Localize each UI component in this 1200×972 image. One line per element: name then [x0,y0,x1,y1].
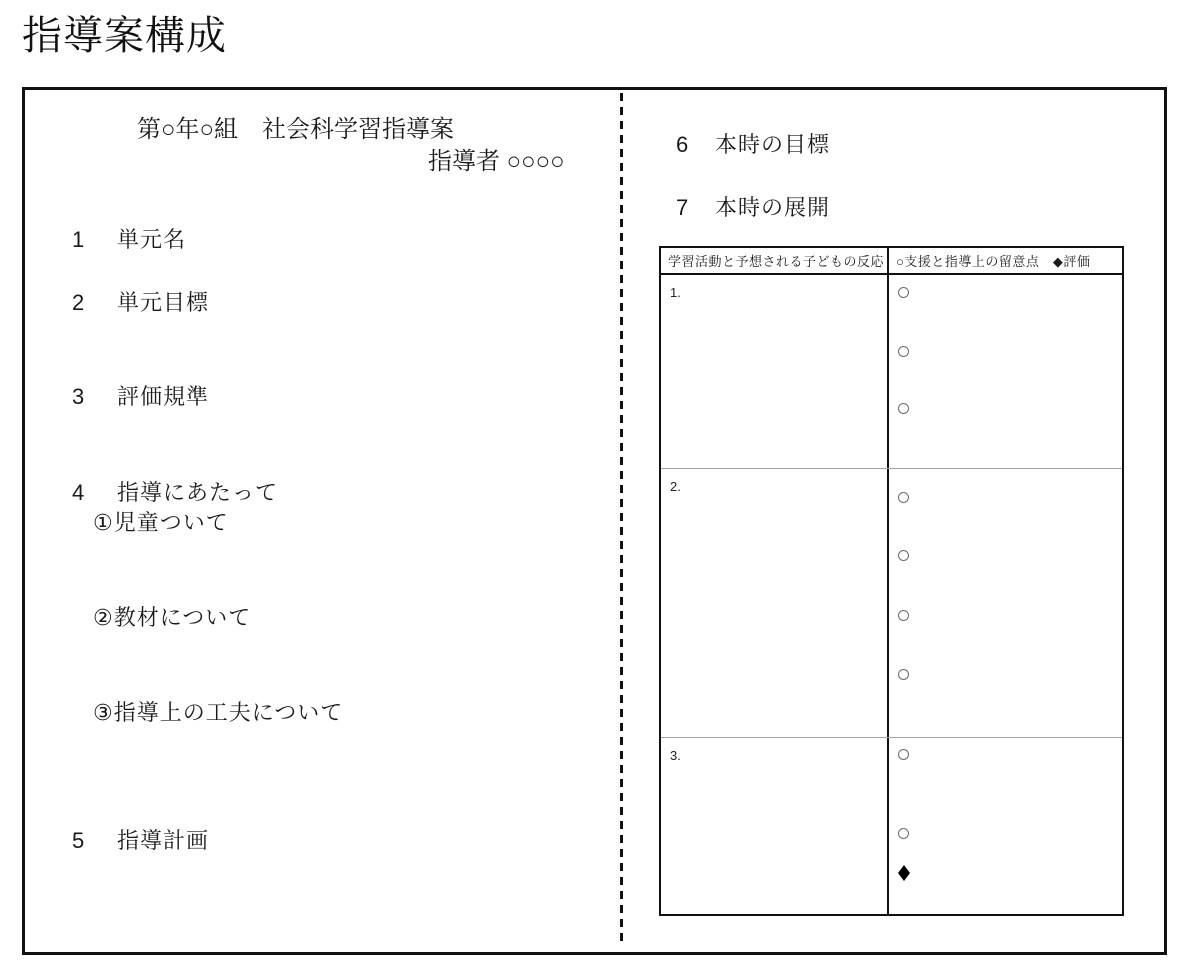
section-number: 4 [72,480,86,505]
section-number: 5 [72,828,86,853]
support-cell-2 [889,469,1122,737]
support-cell-1 [889,275,1122,468]
section-label: 本時の目標 [715,132,831,157]
section-number: 7 [676,195,690,220]
support-point-circle-icon [898,669,909,680]
section-item-instruction-plan [72,824,209,855]
section-item-lesson-goals [676,128,830,159]
section-number: 3 [72,384,86,409]
activity-number: 3. [670,748,681,763]
subsection-about-teaching-devices: ③指導上の工夫について [93,700,344,725]
table-header-support-evaluation: ○支援と指導上の留意点 ◆評価 [896,254,1091,269]
doc-title: 第○年○組 社会科学習指導案 [137,116,454,143]
support-point-circle-icon [898,492,909,503]
lesson-development-table [659,246,1124,916]
activity-cell-2 [661,469,889,737]
support-point-circle-icon [898,610,909,621]
activity-number: 2. [670,479,681,494]
section-label: 評価規準 [117,384,210,409]
subsection-about-children: ①児童ついて [93,510,229,535]
support-cell-3 [889,738,1122,914]
section-label: 指導にあたって [117,480,279,505]
support-point-circle-icon [898,828,909,839]
page-title: 指導案構成 [22,14,227,58]
section-label: 指導計画 [117,828,210,853]
section-number: 1 [72,227,86,252]
subsection-about-materials: ②教材について [93,605,252,630]
activity-cell-3 [661,738,889,914]
support-point-circle-icon [898,550,909,561]
section-item-evaluation-criteria [72,380,209,411]
section-item-lesson-development [676,191,830,222]
table-header-row [661,248,1122,275]
section-number: 2 [72,290,86,315]
section-item-unit-name [72,223,186,254]
section-label: 単元名 [117,227,187,252]
table-row-1 [661,275,1122,468]
section-label: 単元目標 [117,290,210,315]
table-header-activities: 学習活動と予想される子どもの反応 [661,248,889,273]
activity-cell-1 [661,275,889,468]
instructor-line: 指導者 ○○○○ [428,148,565,175]
activity-number: 1. [670,285,681,300]
evaluation-diamond-icon [898,865,910,881]
support-point-circle-icon [898,749,909,760]
section-item-about-instruction [72,476,278,507]
section-item-unit-goals [72,286,209,317]
table-row-2 [661,468,1122,737]
support-point-circle-icon [898,287,909,298]
dotted-divider-line [620,93,623,946]
section-label: 本時の展開 [715,195,831,220]
section-number: 6 [676,132,690,157]
support-point-circle-icon [898,346,909,357]
lesson-plan-sheet [22,87,1167,955]
table-row-3 [661,737,1122,914]
support-point-circle-icon [898,403,909,414]
